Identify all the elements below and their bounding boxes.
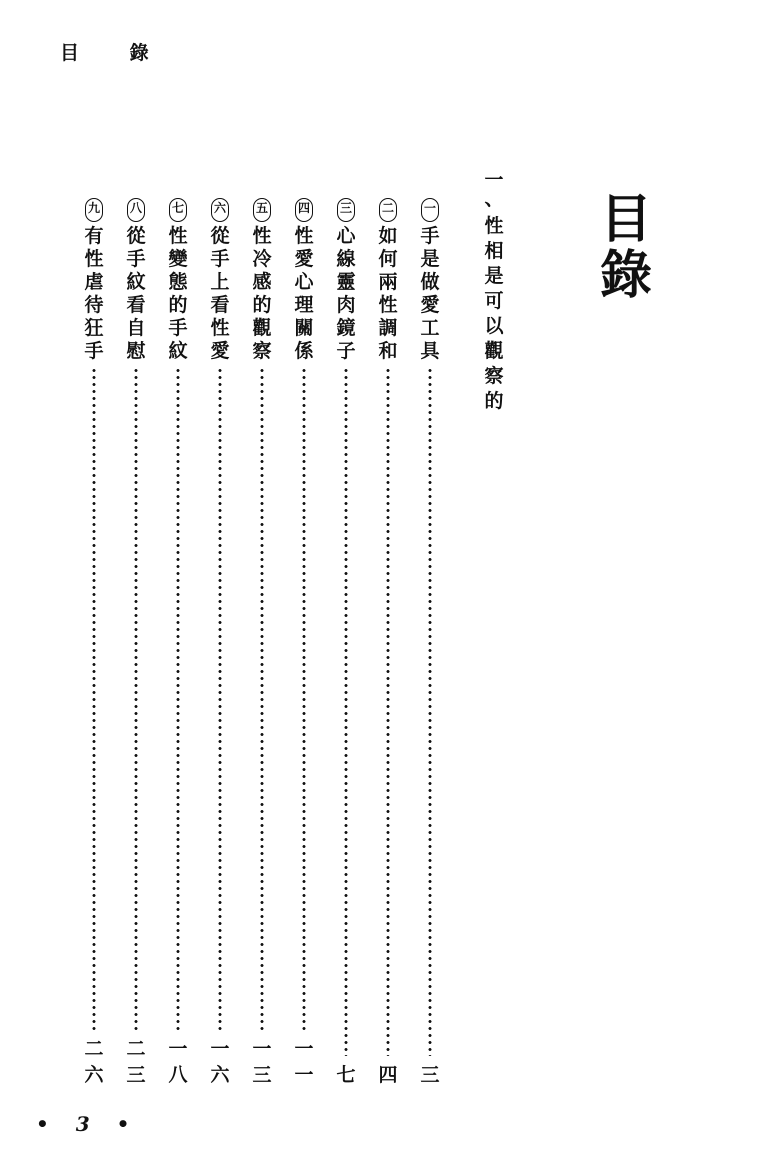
- toc-entry-title-char: 做: [420, 271, 440, 293]
- toc-entry-title-char: 紋: [126, 271, 146, 293]
- toc-entry-title-char: 手: [84, 340, 104, 362]
- toc-entry-title-char: 關: [294, 317, 314, 339]
- toc-entry-page-char: 一: [168, 1038, 188, 1060]
- toc-entry-title-char: 狂: [84, 317, 104, 339]
- toc-entry-title-char: 靈: [336, 271, 356, 293]
- leader-dots: [176, 367, 180, 1030]
- toc-entry-page-char: 三: [126, 1064, 146, 1086]
- leader-dots: [260, 367, 264, 1030]
- toc-entry-index: 三: [337, 198, 355, 222]
- page-number: • 3 •: [36, 1112, 140, 1136]
- section-separator: 、: [484, 188, 504, 210]
- section-number: 一: [484, 169, 504, 191]
- toc-entry[interactable]: [333, 198, 359, 1088]
- running-header: 目 錄: [60, 42, 171, 64]
- leader-dots: [302, 367, 306, 1030]
- toc-entry-index: 一: [421, 198, 439, 222]
- toc-entry-index: 五: [253, 198, 271, 222]
- toc-entry-index: 七: [169, 198, 187, 222]
- toc-entry-page-char: 八: [168, 1064, 188, 1086]
- section-title-char: 察: [484, 365, 504, 387]
- page-title-char: 目: [599, 190, 652, 250]
- toc-entry-title-char: 手: [126, 248, 146, 270]
- leader-dots: [386, 367, 390, 1056]
- toc-entry-title-char: 態: [168, 271, 188, 293]
- toc-entry-page-char: 一: [210, 1038, 230, 1060]
- toc-entry-title-char: 心: [294, 271, 314, 293]
- toc-entry-title-char: 手: [210, 248, 230, 270]
- section-title-char: 相: [484, 240, 504, 262]
- toc-entry-title-char: 從: [126, 225, 146, 247]
- toc-entry-title-char: 性: [84, 248, 104, 270]
- toc-entry-title-char: 愛: [294, 248, 314, 270]
- toc-entry-page-char: 一: [294, 1038, 314, 1060]
- leader-dots: [134, 367, 138, 1030]
- toc-entry[interactable]: [375, 198, 401, 1088]
- toc-entry-page-char: 六: [84, 1064, 104, 1086]
- toc-entry-page-char: 一: [252, 1038, 272, 1060]
- toc-entry-title-char: 理: [294, 294, 314, 316]
- toc-entry-title-char: 手: [168, 317, 188, 339]
- toc-entry-page-char: 一: [294, 1064, 314, 1086]
- toc-entry-title-char: 的: [252, 294, 272, 316]
- section-title-char: 以: [484, 315, 504, 337]
- section-title-char: 性: [484, 215, 504, 237]
- toc-entry-title-char: 上: [210, 271, 230, 293]
- section-title-char: 是: [484, 265, 504, 287]
- toc-entry-title-char: 變: [168, 248, 188, 270]
- toc-entry[interactable]: [207, 198, 233, 1088]
- toc-entry-title-char: 子: [336, 340, 356, 362]
- toc-entry-title-char: 性: [378, 294, 398, 316]
- toc-entry[interactable]: [417, 198, 443, 1088]
- toc-entry-title-char: 紋: [168, 340, 188, 362]
- page-title-char: 錄: [599, 246, 652, 306]
- leader-dots: [92, 367, 96, 1030]
- toc-entry-title-char: 愛: [420, 294, 440, 316]
- toc-entry-title-char: 看: [210, 294, 230, 316]
- toc-entry-title-char: 性: [252, 225, 272, 247]
- toc-entry-title-char: 如: [378, 225, 398, 247]
- section-title-char: 觀: [484, 340, 504, 362]
- toc-entry-page-char: 四: [378, 1064, 398, 1086]
- toc-entry-title-char: 鏡: [336, 317, 356, 339]
- toc-entry-page-char: 三: [252, 1064, 272, 1086]
- toc-entry[interactable]: [249, 198, 275, 1088]
- toc-entry-title-char: 感: [252, 271, 272, 293]
- toc-entry-index: 二: [379, 198, 397, 222]
- section-title-char: 的: [484, 390, 504, 412]
- toc-entry[interactable]: [291, 198, 317, 1088]
- toc-entry-title-char: 虐: [84, 271, 104, 293]
- toc-entry-index: 四: [295, 198, 313, 222]
- toc-entry-title-char: 手: [420, 225, 440, 247]
- toc-entry-title-char: 線: [336, 248, 356, 270]
- toc-entry-index: 九: [85, 198, 103, 222]
- section-title: [484, 214, 503, 414]
- toc-entry-page-char: 七: [336, 1064, 356, 1086]
- leader-dots: [344, 367, 348, 1056]
- toc-entry-title-char: 調: [378, 317, 398, 339]
- toc-entry-title-char: 從: [210, 225, 230, 247]
- toc-entry-index: 六: [211, 198, 229, 222]
- toc-entry-title-char: 心: [336, 225, 356, 247]
- toc-entry-title-char: 係: [294, 340, 314, 362]
- toc-entry-title-char: 性: [168, 225, 188, 247]
- toc-entry-page-char: 三: [420, 1064, 440, 1086]
- toc-entry[interactable]: [123, 198, 149, 1088]
- toc-entry-title-char: 具: [420, 340, 440, 362]
- toc-entry-title-char: 冷: [252, 248, 272, 270]
- section-title-char: 可: [484, 290, 504, 312]
- toc-entry-title-char: 看: [126, 294, 146, 316]
- toc-entry-page-char: 六: [210, 1064, 230, 1086]
- toc-entry[interactable]: [81, 198, 107, 1088]
- toc-entry-index: 八: [127, 198, 145, 222]
- toc-entry-title-char: 工: [420, 317, 440, 339]
- toc-entry-page-char: 二: [126, 1038, 146, 1060]
- toc-entry-title-char: 是: [420, 248, 440, 270]
- toc-entry-title-char: 何: [378, 248, 398, 270]
- toc-entry-title-char: 愛: [210, 340, 230, 362]
- toc-entry-title-char: 慰: [126, 340, 146, 362]
- toc-entry-title-char: 性: [294, 225, 314, 247]
- toc-entry-title-char: 有: [84, 225, 104, 247]
- toc-entry-title-char: 自: [126, 317, 146, 339]
- toc-entry-title-char: 察: [252, 340, 272, 362]
- toc-entry-title-char: 肉: [336, 294, 356, 316]
- section-heading: [481, 168, 507, 414]
- toc-entry-title-char: 觀: [252, 317, 272, 339]
- leader-dots: [428, 367, 432, 1056]
- toc-entry-title-char: 的: [168, 294, 188, 316]
- toc-entry-title-char: 兩: [378, 271, 398, 293]
- toc-entry-title-char: 待: [84, 294, 104, 316]
- page-title: [596, 192, 656, 304]
- toc-entry-page-char: 二: [84, 1038, 104, 1060]
- toc-entry[interactable]: [165, 198, 191, 1088]
- leader-dots: [218, 367, 222, 1030]
- toc-entry-title-char: 和: [378, 340, 398, 362]
- toc-entry-title-char: 性: [210, 317, 230, 339]
